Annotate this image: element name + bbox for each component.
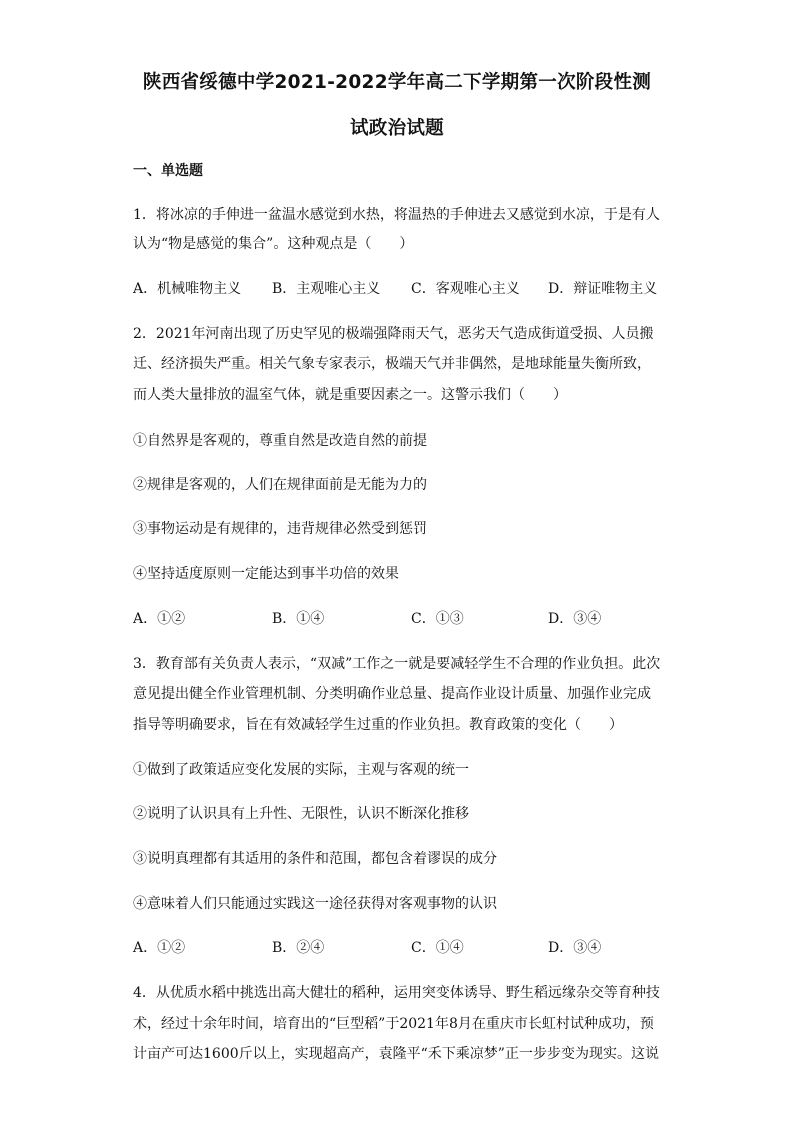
section-heading: 一、单选题	[133, 163, 203, 179]
q3-statement-4: ④意味着人们只能通过实践这一途径获得对客观事物的认识	[133, 896, 497, 912]
q1-option-a: A．机械唯物主义	[133, 281, 242, 297]
q4-stem-line-2: 术，经过十余年时间，培育出的“巨型稻”于2021年8月在重庆市长虹村试种成功，预	[133, 1016, 654, 1032]
q2-option-d: D．③④	[548, 611, 602, 627]
q3-stem-line-3: 指导等明确要求，旨在有效减轻学生过重的作业负担。教育政策的变化（ ）	[133, 717, 623, 733]
q3-statement-1: ①做到了政策适应变化发展的实际，主观与客观的统一	[133, 762, 469, 778]
q2-statement-1: ①自然界是客观的，尊重自然是改造自然的前提	[133, 433, 427, 449]
q2-stem-line-2: 迁、经济损失严重。相关气象专家表示，极端天气并非偶然，是地球能量失衡所致，	[133, 356, 651, 372]
q4-stem-line-3: 计亩产可达1600斤以上，实现超高产，袁隆平“禾下乘凉梦”正一步步变为现实。这说	[133, 1046, 659, 1062]
q1-option-b: B．主观唯心主义	[272, 281, 381, 297]
q1-option-c: C．客观唯心主义	[411, 281, 520, 297]
q3-stem-line-1: 3．教育部有关负责人表示，“双减”工作之一就是要减轻学生不合理的作业负担。此次	[133, 656, 661, 672]
q1-stem-line-1: 1．将冰凉的手伸进一盆温水感觉到水热，将温热的手伸进去又感觉到水凉，于是有人	[133, 207, 660, 223]
q3-statement-2: ②说明了认识具有上升性、无限性，认识不断深化推移	[133, 806, 469, 822]
q3-option-d: D．③④	[548, 940, 602, 956]
q1-stem-line-2: 认为“物是感觉的集合”。这种观点是（ ）	[133, 236, 414, 252]
q2-statement-4: ④坚持适度原则一定能达到事半功倍的效果	[133, 566, 399, 582]
q1-option-d: D．辩证唯物主义	[548, 281, 658, 297]
q3-option-a: A．①②	[133, 940, 186, 956]
q2-stem-line-1: 2．2021年河南出现了历史罕见的极端强降雨天气，恶劣天气造成街道受损、人员搬	[133, 326, 654, 342]
q2-option-a: A．①②	[133, 611, 186, 627]
q3-stem-line-2: 意见提出健全作业管理机制、分类明确作业总量、提高作业设计质量、加强作业完成	[133, 686, 651, 702]
q3-statement-3: ③说明真理都有其适用的条件和范围，都包含着谬误的成分	[133, 851, 497, 867]
q4-stem-line-1: 4．从优质水稻中挑选出高大健壮的稻种，运用突变体诱导、野生稻远缘杂交等育种技	[133, 985, 660, 1001]
document-title-line-1: 陕西省绥德中学2021-2022学年高二下学期第一次阶段性测	[142, 72, 652, 93]
q3-option-c: C．①④	[411, 940, 464, 956]
q2-statement-2: ②规律是客观的，人们在规律面前是无能为力的	[133, 477, 427, 493]
document-title-line-2: 试政治试题	[349, 118, 444, 139]
q2-option-c: C．①③	[411, 611, 464, 627]
q2-option-b: B．①④	[272, 611, 325, 627]
q2-stem-line-3: 而人类大量排放的温室气体，就是重要因素之一。这警示我们（ ）	[133, 387, 567, 403]
q3-option-b: B．②④	[272, 940, 325, 956]
q2-statement-3: ③事物运动是有规律的，违背规律必然受到惩罚	[133, 521, 427, 537]
